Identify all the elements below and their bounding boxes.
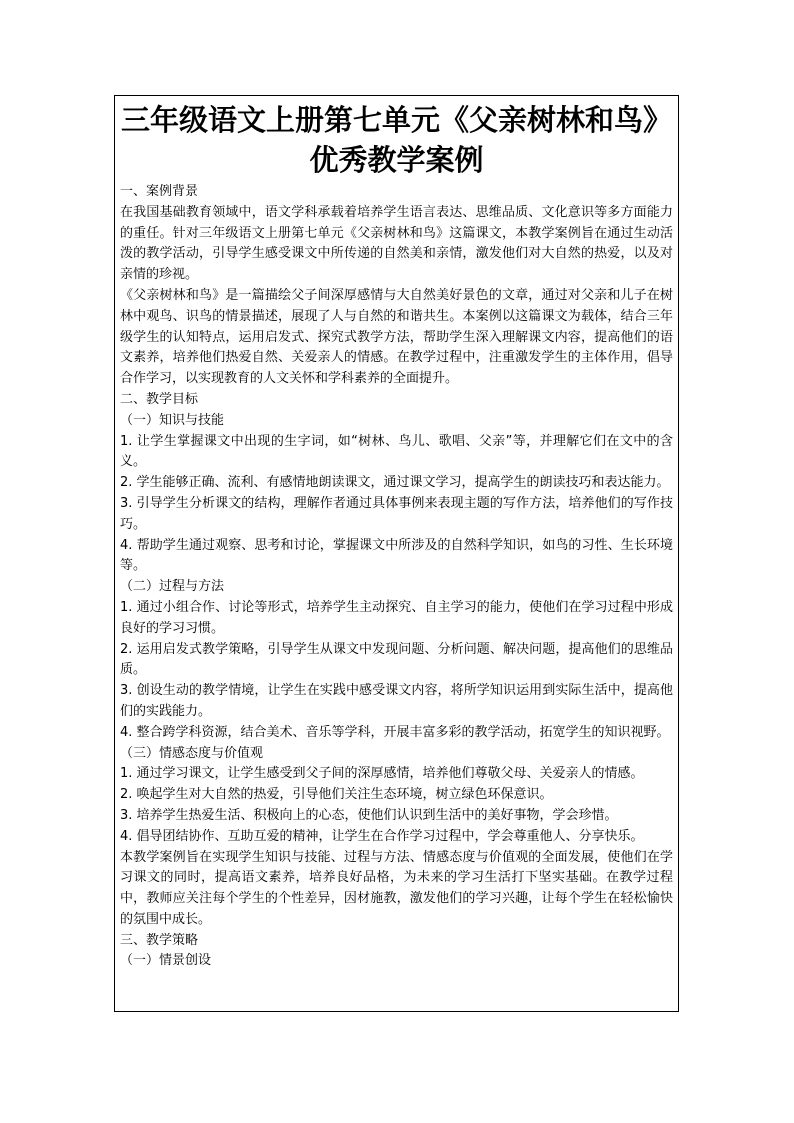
title-line-1: 三年级语文上册第七单元《父亲树林和鸟》 <box>120 103 672 137</box>
document-title <box>115 96 678 180</box>
list-item-emotion-1: 1. 通过学习课文，让学生感受到父子间的深厚感情，培养他们尊敬父母、关爱亲人的情感。 <box>120 766 644 782</box>
subheading-knowledge-skills: （一）知识与技能 <box>120 412 225 428</box>
list-item-knowledge-1: 1. 让学生掌握课文中出现的生字词，如“树林、鸟儿、歌唱、父亲”等，并理解它们在文中的含义。 <box>120 433 673 470</box>
subheading-scenario: （一）情景创设 <box>120 953 212 969</box>
title-line-2: 优秀教学案例 <box>309 143 484 177</box>
paragraph-background-1: 在我国基础教育领域中，语文学科承载着培养学生语言表达、思维品质、文化意识等多方面能力的重任。针对三年级语文上册第七单元《父亲树林和鸟》这篇课文，本教学案例旨在通过生动活泼的教学活动，引导学生感受课文中所传递的自然美和亲情，激发他们对大自然的热爱，以及对亲情的珍视。 <box>120 204 673 283</box>
subheading-emotion-values: （三）情感态度与价值观 <box>120 745 264 761</box>
list-item-process-4: 4. 整合跨学科资源，结合美术、音乐等学科，开展丰富多彩的教学活动，拓宽学生的知识视野。 <box>120 724 670 740</box>
list-item-knowledge-4: 4. 帮助学生通过观察、思考和讨论，掌握课文中所涉及的自然科学知识，如鸟的习性、生长环境等。 <box>120 537 673 574</box>
list-item-knowledge-2: 2. 学生能够正确、流利、有感情地朗读课文，通过课文学习，提高学生的朗读技巧和表达能力。 <box>120 475 670 491</box>
list-item-emotion-4: 4. 倡导团结协作、互助互爱的精神，让学生在合作学习过程中，学会尊重他人、分享快乐。 <box>120 828 644 844</box>
list-item-emotion-3: 3. 培养学生热爱生活、积极向上的心态，使他们认识到生活中的美好事物，学会珍惜。 <box>120 807 618 823</box>
section-heading-objectives: 二、教学目标 <box>120 391 199 407</box>
section-heading-strategy: 三、教学策略 <box>120 932 199 948</box>
document-frame <box>114 95 679 1012</box>
document-body <box>115 180 678 972</box>
list-item-process-2: 2. 运用启发式教学策略，引导学生从课文中发现问题、分析问题、解决问题，提高他们的思维品质。 <box>120 641 673 678</box>
subheading-process-methods: （二）过程与方法 <box>120 579 225 595</box>
list-item-process-1: 1. 通过小组合作、讨论等形式，培养学生主动探究、自主学习的能力，使他们在学习过程中形成良好的学习习惯。 <box>120 599 673 636</box>
list-item-process-3: 3. 创设生动的教学情境，让学生在实践中感受课文内容，将所学知识运用到实际生活中，提高他们的实践能力。 <box>120 683 673 719</box>
section-heading-background: 一、案例背景 <box>120 184 199 199</box>
paragraph-summary: 本教学案例旨在实现学生知识与技能、过程与方法、情感态度与价值观的全面发展，使他们在学习课文的同时，提高语文素养，培养良好品格，为未来的学习生活打下坚实基础。在教学过程中，教师应关注每个学生的个性差异，因材施教，激发他们的学习兴趣，让每个学生在轻松愉快的氛围中成长。 <box>120 849 673 927</box>
list-item-knowledge-3: 3. 引导学生分析课文的结构，理解作者通过具体事例来表现主题的写作方法，培养他们的写作技巧。 <box>120 495 673 532</box>
list-item-emotion-2: 2. 唤起学生对大自然的热爱，引导他们关注生态环境，树立绿色环保意识。 <box>120 787 553 803</box>
paragraph-background-2: 《父亲树林和鸟》是一篇描绘父子间深厚感情与大自然美好景色的文章，通过对父亲和儿子在树林中观鸟、识鸟的情景描述，展现了人与自然的和谐共生。本案例以这篇课文为载体，结合三年级学生的认知特点，运用启发式、探究式教学方法，帮助学生深入理解课文内容，提高他们的语文素养，培养他们热爱自然、关爱亲人的情感。在教学过程中，注重激发学生的主体作用，倡导合作学习，以实现教育的人文关怀和学科素养的全面提升。 <box>120 287 673 387</box>
